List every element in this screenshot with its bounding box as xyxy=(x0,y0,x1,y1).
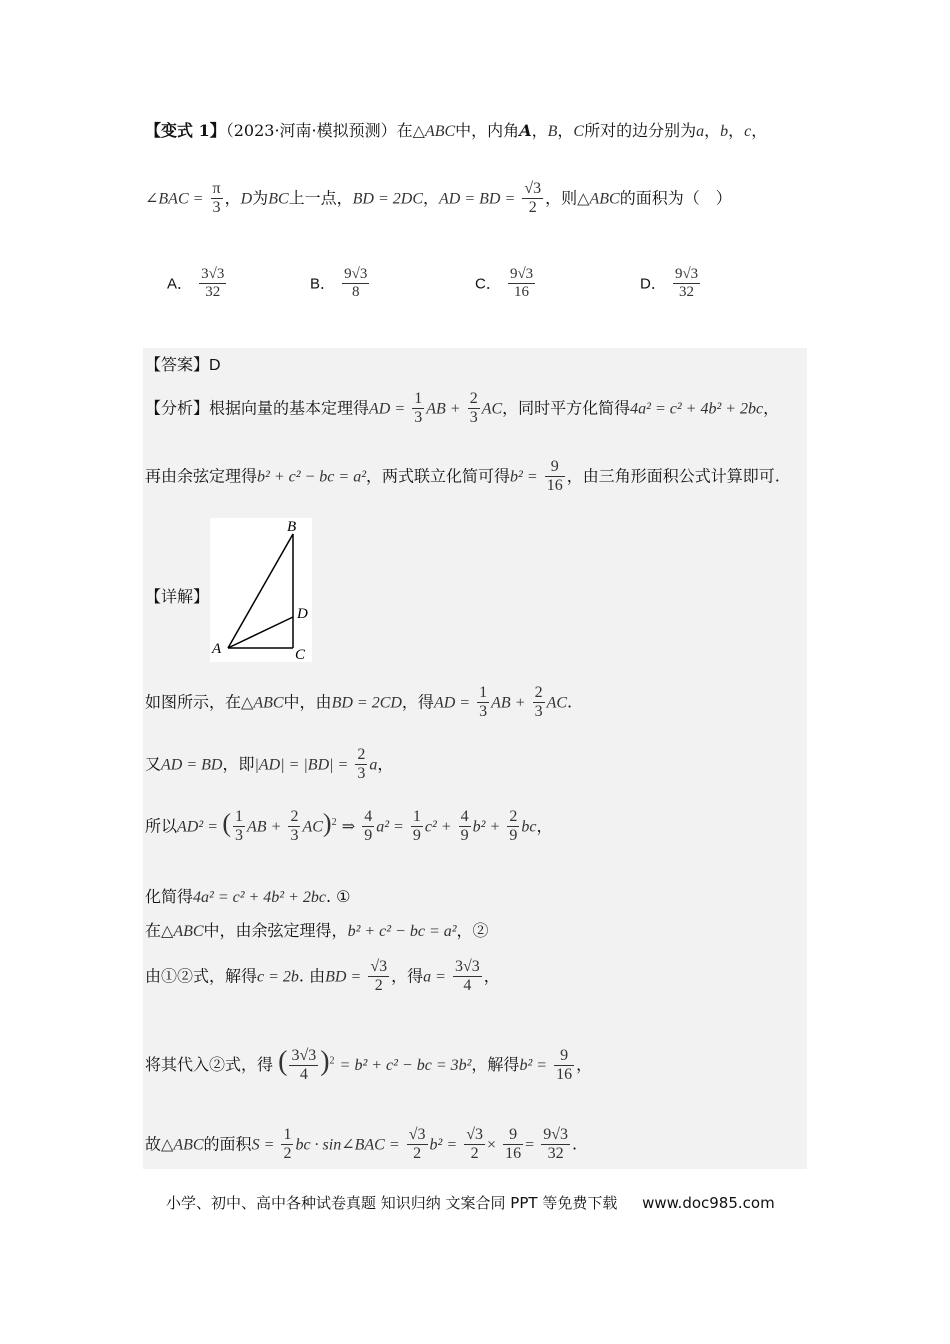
num: 2 xyxy=(355,746,367,765)
den: 32 xyxy=(679,284,695,301)
den: 3 xyxy=(479,703,488,721)
text: ，两式联立化简可得 xyxy=(366,466,511,486)
text: ， xyxy=(536,816,553,836)
text: ， xyxy=(423,188,440,208)
math: b² + xyxy=(472,818,501,836)
fraction-sqrt3-2 xyxy=(522,180,543,218)
text: ， xyxy=(483,966,500,986)
option-fraction xyxy=(342,266,369,302)
text: ，② xyxy=(456,921,489,940)
fraction xyxy=(289,1047,318,1085)
num: 4 xyxy=(362,808,374,827)
math: AD = xyxy=(369,400,406,418)
den: 9 xyxy=(509,827,518,845)
math: b² + c² − bc = a² xyxy=(257,468,366,486)
den: 3 xyxy=(357,765,366,783)
math-a: a xyxy=(696,123,705,140)
den: 8 xyxy=(351,284,360,301)
detail-line-6 xyxy=(145,958,500,996)
option-label: B． xyxy=(310,275,336,293)
math-C: C xyxy=(573,123,585,140)
text: ， xyxy=(576,1055,593,1074)
math: ⇒ xyxy=(341,818,356,836)
math: c = 2b xyxy=(257,968,299,986)
math: c² + xyxy=(424,818,452,836)
fraction xyxy=(459,808,471,846)
den: 16 xyxy=(546,477,563,495)
den: 3 xyxy=(534,703,543,721)
math: b² = xyxy=(510,468,538,486)
analysis-line-1 xyxy=(145,390,779,428)
paren-close: ) xyxy=(322,808,332,838)
text: ， xyxy=(728,121,745,140)
math: a = xyxy=(423,968,446,986)
math: △ABC xyxy=(161,923,204,940)
option-c[interactable] xyxy=(475,266,537,302)
option-a[interactable] xyxy=(167,266,228,302)
math: AD = xyxy=(433,694,471,712)
text: ， xyxy=(531,121,548,140)
answer-label: 【答案】 xyxy=(145,355,210,374)
num: 2 xyxy=(507,808,519,827)
analysis-label: 【分析】 xyxy=(145,398,210,418)
label-A: A xyxy=(212,641,222,657)
question-line-2 xyxy=(145,180,732,218)
option-label: D． xyxy=(640,275,666,293)
num: 9√3 xyxy=(342,266,369,284)
text: . 由 xyxy=(298,966,326,986)
text: 根据向量的基本定理得 xyxy=(209,398,370,418)
math: a² = xyxy=(376,818,404,836)
den: 2 xyxy=(413,1145,422,1163)
math: AD² xyxy=(177,818,204,836)
num: 9 xyxy=(545,458,565,477)
detail-line-8 xyxy=(145,1126,577,1164)
text: 化简得 xyxy=(145,887,194,906)
fraction xyxy=(554,1047,574,1085)
fraction xyxy=(233,808,245,846)
text: ，则 xyxy=(545,188,578,208)
fraction xyxy=(503,1126,523,1164)
num: 9√3 xyxy=(673,266,700,284)
text: 的面积 xyxy=(203,1134,252,1154)
den: 4 xyxy=(299,1066,308,1083)
exponent: 2 xyxy=(331,817,337,829)
exponent: 2 xyxy=(329,1055,335,1067)
footer xyxy=(166,1192,775,1213)
text: . xyxy=(572,1134,578,1154)
fraction xyxy=(412,390,424,428)
num: 3√3 xyxy=(289,1047,318,1066)
math-B: B xyxy=(547,123,558,140)
den: 4 xyxy=(463,977,472,995)
text: ， xyxy=(763,398,780,418)
text: ，解得 xyxy=(471,1055,520,1074)
fraction xyxy=(507,808,519,846)
num: 1 xyxy=(412,390,424,409)
math: AB + xyxy=(426,400,461,418)
den: 3 xyxy=(235,827,244,845)
math: = xyxy=(208,818,218,836)
answer-line xyxy=(145,352,221,375)
math: = b² + c² − bc = 3b² xyxy=(339,1057,472,1074)
text: 的面积为（ ） xyxy=(619,188,732,208)
math: b² + c² − bc = a² xyxy=(347,923,457,940)
math: AB + xyxy=(491,694,526,712)
math: AB + xyxy=(247,818,282,836)
math: △ABC xyxy=(241,694,284,712)
num: 3√3 xyxy=(199,266,226,284)
text: ， xyxy=(704,121,721,140)
fraction xyxy=(464,1126,485,1164)
fraction xyxy=(288,808,300,846)
math: a xyxy=(369,756,378,774)
text: 中，由 xyxy=(283,692,332,712)
math: AC xyxy=(302,818,323,836)
paren-open: ( xyxy=(222,808,232,838)
label-C: C xyxy=(295,647,306,662)
math-D: D xyxy=(240,190,253,208)
fraction xyxy=(477,684,489,722)
fraction xyxy=(407,1126,428,1164)
math: |AD| = |BD| = xyxy=(254,756,349,774)
question-source: （2023·河南·模拟预测） xyxy=(225,121,397,140)
text: ， xyxy=(224,188,241,208)
num: 9√3 xyxy=(508,266,535,284)
math-ad-eq: AD = BD = xyxy=(439,190,516,208)
text: 上一点， xyxy=(288,188,353,208)
math-b: b xyxy=(720,123,729,140)
option-d[interactable] xyxy=(640,266,702,302)
text: ，即 xyxy=(222,754,255,774)
text: 在 xyxy=(396,121,413,140)
paren-close: ) xyxy=(320,1046,330,1077)
fraction xyxy=(411,808,423,846)
den: 3 xyxy=(212,199,221,217)
den: 16 xyxy=(514,284,530,301)
detail-line-2 xyxy=(145,746,393,784)
math: BD = 2CD xyxy=(331,694,402,712)
answer-value: D xyxy=(209,357,221,374)
math: = xyxy=(525,1136,535,1154)
fraction xyxy=(355,746,367,784)
detail-line-4 xyxy=(145,884,351,907)
detail-label: 【详解】 xyxy=(145,587,210,606)
math: BD = xyxy=(325,968,362,986)
text: 将其代入②式，得 xyxy=(145,1055,274,1074)
den: 16 xyxy=(556,1066,573,1083)
detail-line-1 xyxy=(145,684,572,722)
den: 2 xyxy=(283,1145,292,1163)
num: 4 xyxy=(459,808,471,827)
footer-text: 小学、初中、高中各种试卷真题 知识归纳 文案合同 PPT 等免费下载 xyxy=(166,1194,618,1212)
text: 中，由余弦定理得， xyxy=(203,921,348,940)
label-B: B xyxy=(287,519,297,535)
num: √3 xyxy=(522,180,543,199)
detail-line-7 xyxy=(145,1046,592,1084)
den: 9 xyxy=(460,827,469,845)
num: 1 xyxy=(411,808,423,827)
den: 9 xyxy=(364,827,373,845)
num: 9√3 xyxy=(541,1126,570,1145)
num: √3 xyxy=(407,1126,428,1145)
math: b² = xyxy=(429,1136,458,1154)
text: 如图所示，在 xyxy=(145,692,242,712)
math: AC xyxy=(546,694,568,712)
math-triangle: △ABC xyxy=(412,123,456,140)
math-triangle: △ABC xyxy=(577,190,620,208)
fraction xyxy=(541,1126,570,1164)
analysis-line-2 xyxy=(145,458,780,496)
text: ， xyxy=(557,121,574,140)
den: 32 xyxy=(547,1145,564,1163)
text: 由①②式，解得 xyxy=(145,966,258,986)
detail-line-3 xyxy=(145,808,552,846)
text: 中，内角 xyxy=(455,121,520,140)
math-angle: ∠BAC = xyxy=(145,190,204,208)
text: 再由余弦定理得 xyxy=(145,466,258,486)
question-tag: 【变式 1】 xyxy=(145,121,226,140)
fraction xyxy=(468,390,480,428)
math: × xyxy=(487,1136,497,1154)
den: 16 xyxy=(505,1145,522,1163)
math: AC xyxy=(481,400,503,418)
footer-link[interactable]: www.doc985.com xyxy=(642,1194,775,1212)
math-c: c xyxy=(744,123,752,140)
math: b² = xyxy=(519,1057,548,1074)
den: 3 xyxy=(469,409,478,427)
fraction xyxy=(533,684,545,722)
text: 所以 xyxy=(145,816,178,836)
text: ，同时平方化简得 xyxy=(502,398,631,418)
den: 2 xyxy=(374,977,383,995)
num: 2 xyxy=(288,808,300,827)
text: . xyxy=(567,692,573,712)
den: 9 xyxy=(412,827,421,845)
math-BC: BC xyxy=(268,190,289,208)
num: 9 xyxy=(503,1126,523,1145)
den: 2 xyxy=(470,1145,479,1163)
num: 2 xyxy=(533,684,545,703)
math-A: A xyxy=(519,121,532,140)
den: 32 xyxy=(205,284,221,301)
text: . ① xyxy=(326,887,351,906)
num: 1 xyxy=(477,684,489,703)
num: 1 xyxy=(233,808,245,827)
num: π xyxy=(211,180,223,199)
den: 3 xyxy=(414,409,423,427)
option-label: A． xyxy=(167,275,193,293)
fraction xyxy=(545,458,565,496)
text: ， xyxy=(377,754,394,774)
text: ，得 xyxy=(391,966,424,986)
question-line-1 xyxy=(145,118,767,141)
option-b[interactable] xyxy=(310,266,371,302)
den: 3 xyxy=(290,827,299,845)
math: △ABC xyxy=(161,1136,204,1154)
math: 4a² = c² + 4b² + 2bc xyxy=(630,400,764,418)
paren-open: ( xyxy=(278,1046,288,1077)
text: 所对的边分别为 xyxy=(584,121,697,140)
math: AD = BD xyxy=(161,756,223,774)
fraction xyxy=(453,958,482,996)
den: 2 xyxy=(528,199,537,217)
option-fraction xyxy=(673,266,700,302)
option-fraction xyxy=(508,266,535,302)
num: √3 xyxy=(368,958,389,977)
text: ， xyxy=(751,121,768,140)
fraction xyxy=(362,808,374,846)
text: 在 xyxy=(145,921,162,940)
math: S = xyxy=(251,1136,275,1154)
math: bc · sin∠BAC = xyxy=(295,1136,400,1154)
num: 2 xyxy=(468,390,480,409)
text: 为 xyxy=(252,188,269,208)
math-bd-eq: BD = 2DC xyxy=(352,190,424,208)
label-D: D xyxy=(297,606,308,622)
num: √3 xyxy=(464,1126,485,1145)
text: 故 xyxy=(145,1134,162,1154)
detail-line-5 xyxy=(145,918,489,941)
fraction-pi-3 xyxy=(211,180,223,218)
text: ，由三角形面积公式计算即可. xyxy=(566,466,780,486)
fraction xyxy=(281,1126,293,1164)
math: 4a² = c² + 4b² + 2bc xyxy=(193,889,326,906)
text: ，得 xyxy=(401,692,434,712)
math: bc xyxy=(521,818,537,836)
num: 9 xyxy=(554,1047,574,1066)
num: 1 xyxy=(281,1126,293,1145)
option-label: C． xyxy=(475,275,501,293)
text: 又 xyxy=(145,754,162,774)
num: 3√3 xyxy=(453,958,482,977)
fraction xyxy=(368,958,389,996)
triangle-figure xyxy=(210,518,312,662)
option-fraction xyxy=(199,266,226,302)
